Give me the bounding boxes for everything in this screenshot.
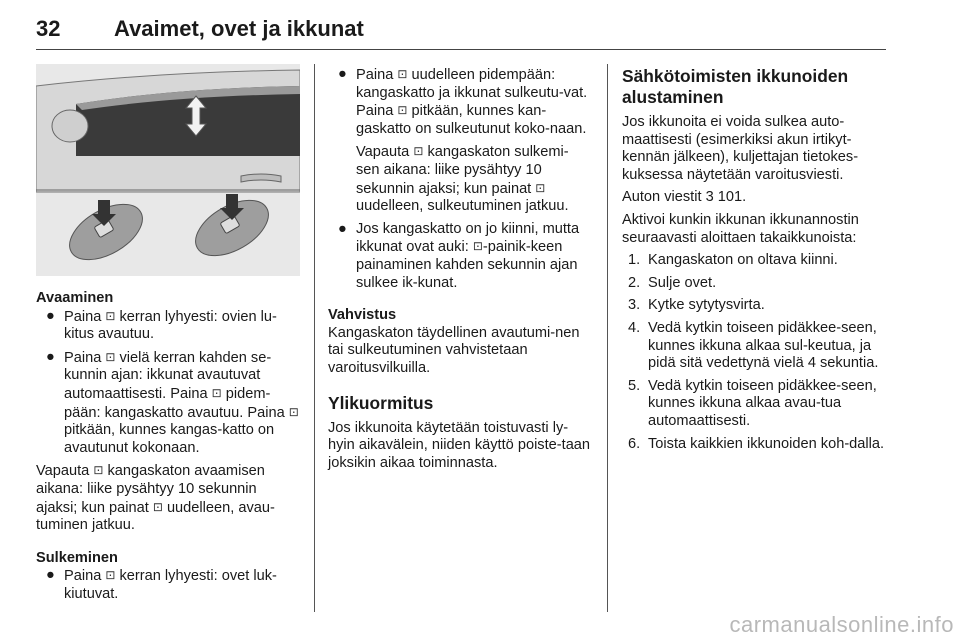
list-item: 4. Vedä kytkin toiseen pidäkkee-seen, kunnes ikkuna alkaa sul-keutua, ja pidä sitä vedettynä vielä 4 sekuntia. <box>628 319 879 372</box>
unlock-key-icon: ⊡ <box>105 308 116 323</box>
list-item: ● Jos kangaskatto on jo kiinni, mutta ikkunat ovat auki: ⊡-painik-keen painaminen kahden sekunnin ajan sulkee ik-kunat. <box>338 220 580 291</box>
column-3 <box>622 66 886 458</box>
lock-key-icon: ⊡ <box>472 239 483 254</box>
page-ref-arrow-icon: 3 <box>705 189 714 206</box>
column-divider <box>314 64 315 612</box>
list-item: ● Paina ⊡ kerran lyhyesti: ovien lu-kitus avautuu. <box>46 307 277 343</box>
lock-key-icon: ⊡ <box>397 67 408 81</box>
cross-reference: Auton viestit 3 101. <box>622 189 747 206</box>
unlock-key-icon: ⊡ <box>211 385 222 400</box>
bullet: ● <box>46 348 55 365</box>
closing-list <box>36 567 300 603</box>
list-item: 6. Toista kaikkien ikkunoiden koh-dalla. <box>628 435 885 452</box>
header-rule <box>36 49 886 50</box>
watermark: carmanualsonline.info <box>729 612 954 637</box>
opening-list <box>36 308 300 458</box>
list-item: 1. Kangaskaton on oltava kiinni. <box>628 252 838 269</box>
lock-key-icon: ⊡ <box>413 144 424 159</box>
lock-key-icon: ⊡ <box>397 103 408 118</box>
lock-key-icon: ⊡ <box>535 180 546 195</box>
bullet: ● <box>338 220 347 237</box>
steps-list <box>622 252 886 453</box>
column-divider <box>607 64 608 612</box>
illustration-svg <box>36 64 300 276</box>
bullet: ● <box>338 66 347 82</box>
opening-heading: Avaaminen <box>36 290 114 306</box>
car-window-key-illustration <box>36 64 300 276</box>
unlock-key-icon: ⊡ <box>288 404 299 419</box>
overload-text: Jos ikkunoita käytetään toistuvasti ly-hyin aikavälein, niiden käyttö poiste-taan joksikin aikaa toiminnasta. <box>328 419 591 471</box>
list-item: 5. Vedä kytkin toiseen pidäkkee-seen, kunnes ikkuna alkaa avau-tua automaattisesti. <box>628 377 877 429</box>
overload-heading: Ylikuormitus <box>328 392 434 413</box>
page-title: Avaimet, ovet ja ikkunat <box>114 16 364 41</box>
list-item: ● Paina ⊡ vielä kerran kahden se-kunnin ajan: ikkunat avautuvat automaattisesti. Paina ⊡ pidem-pään: kangaskatto avautuu. Paina ⊡ pitkään, kunnes kangas-katto on avautunut kokonaan. <box>46 348 299 456</box>
confirm-heading: Vahvistus <box>328 307 397 324</box>
section-heading: Sähkötoimisten ikkunoiden alustaminen <box>622 66 849 107</box>
release-paragraph: Vapauta ⊡ kangaskaton avaamisen aikana: liike pysähtyy 10 sekunnin ajaksi; kun painat ⊡ uudelleen, avau-tuminen jatkuu. <box>36 463 275 534</box>
page-header <box>36 6 886 50</box>
confirm-text: Kangaskaton täydellinen avautumi-nen tai sulkeutuminen vahvistetaan varoitusvilkuilla. <box>328 324 580 376</box>
closing-heading: Sulkeminen <box>36 549 118 566</box>
unlock-key-icon: ⊡ <box>93 463 104 478</box>
closing-continued-list <box>328 66 592 292</box>
paragraph: Jos ikkunoita ei voida sulkea auto-maattisesti (esimerkiksi akun irtikyt-kennän jälkeen), kuljettajan tietokes-kuksessa näytetään varoitusviesti. <box>622 114 859 183</box>
page-number: 32 <box>36 16 61 41</box>
list-item: ● Paina ⊡ kerran lyhyesti: ovet luk-kiutuvat. <box>46 567 277 602</box>
bullet: ● <box>46 307 55 324</box>
paragraph: Aktivoi kunkin ikkunan ikkunannostin seuraavasti aloittaen takaikkunoista: <box>622 211 859 246</box>
list-item: ● Paina ⊡ uudelleen pidempään: kangaskatto ja ikkunat sulkeutu-vat. Paina ⊡ pitkään, kunnes kan-gaskatto on sulkeutunut koko-naan. Vapauta ⊡ kangaskaton sulkemi-sen aikana: liike pysähtyy 10 sekunnin ajaksi; kun painat ⊡ uudelleen, sulkeutuminen jatkuu. <box>338 66 588 215</box>
unlock-key-icon: ⊡ <box>152 499 163 514</box>
list-item: 3. Kytke sytytysvirta. <box>628 297 765 314</box>
list-item: 2. Sulje ovet. <box>628 274 717 291</box>
column-2 <box>328 66 592 477</box>
unlock-key-icon: ⊡ <box>105 349 116 364</box>
bullet: ● <box>46 567 55 584</box>
column-1 <box>36 290 300 609</box>
lock-key-icon: ⊡ <box>105 568 116 583</box>
